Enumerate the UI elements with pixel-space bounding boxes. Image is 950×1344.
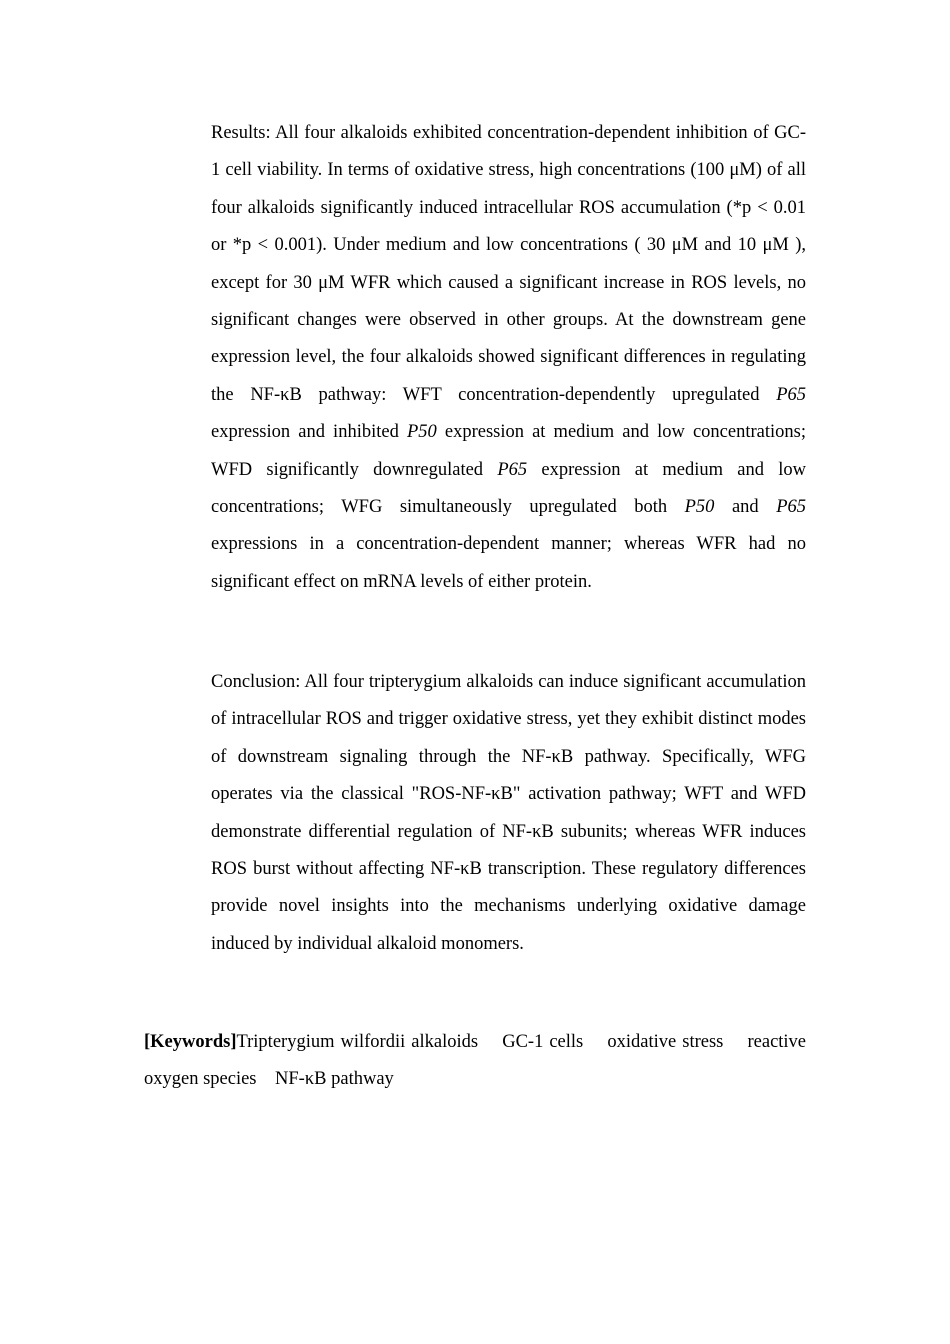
results-text-4: expression at medium and low concentrations; WFG simultaneously upregulated both (211, 459, 806, 518)
keyword-item: NF-κB pathway (275, 1069, 394, 1090)
keyword-item: oxidative stress (607, 1032, 724, 1052)
gene-name: P50 (406, 422, 437, 443)
results-text-1: Results: All four alkaloids exhibited concentration-dependent inhibition of GC-1 cell viability. In terms of oxidative stress, high concentrations (100 μM) of all four alkaloids significantly induced intracellular ROS accumulation (*p < 0.01 or *p < 0.001). Under medium and low concentrations ( 30 μM and 10 μM ), except for 30 μM WFR which caused a significant increase in ROS levels, no significant changes were observed in other groups. At the downstream gene expression level, the four alkaloids showed significant differences in regulating the NF-κB pathway: WFT concentration-dependently upregulated (211, 123, 806, 405)
keywords-label: [Keywords] (144, 1032, 237, 1052)
keyword-item: reactive oxygen species (144, 1032, 807, 1090)
keywords-paragraph (144, 1024, 806, 1099)
results-text-6: expressions in a concentration-dependent manner; whereas WFR had no significant effect on mRNA levels of either protein. (211, 534, 806, 592)
gene-name: P65 (776, 384, 806, 405)
gene-name: P65 (776, 497, 806, 518)
results-paragraph (211, 115, 806, 601)
results-text-5: and (714, 497, 777, 518)
results-text-2: expression and inhibited (211, 422, 407, 443)
keyword-item: GC-1 cells (502, 1032, 584, 1052)
keyword-item: Tripterygium wilfordii alkaloids (236, 1032, 479, 1052)
gene-name: P65 (497, 459, 528, 480)
gene-name: P50 (684, 497, 715, 518)
conclusion-paragraph: Conclusion: All four tripterygium alkaloids can induce significant accumulation of intracellular ROS and trigger oxidative stress, yet they exhibit distinct modes of downstream signaling through the NF-κB pathway. Specifically, WFG operates via the classical "ROS-NF-κB" activation pathway; WFT and WFD demonstrate differential regulation of NF-κB subunits; whereas WFR induces ROS burst without affecting NF-κB transcription. These regulatory differences provide novel insights into the mechanisms underlying oxidative damage induced by individual alkaloid monomers. (211, 672, 806, 954)
results-text-3: expression at medium and low concentrations; WFD significantly downregulated (211, 422, 806, 480)
